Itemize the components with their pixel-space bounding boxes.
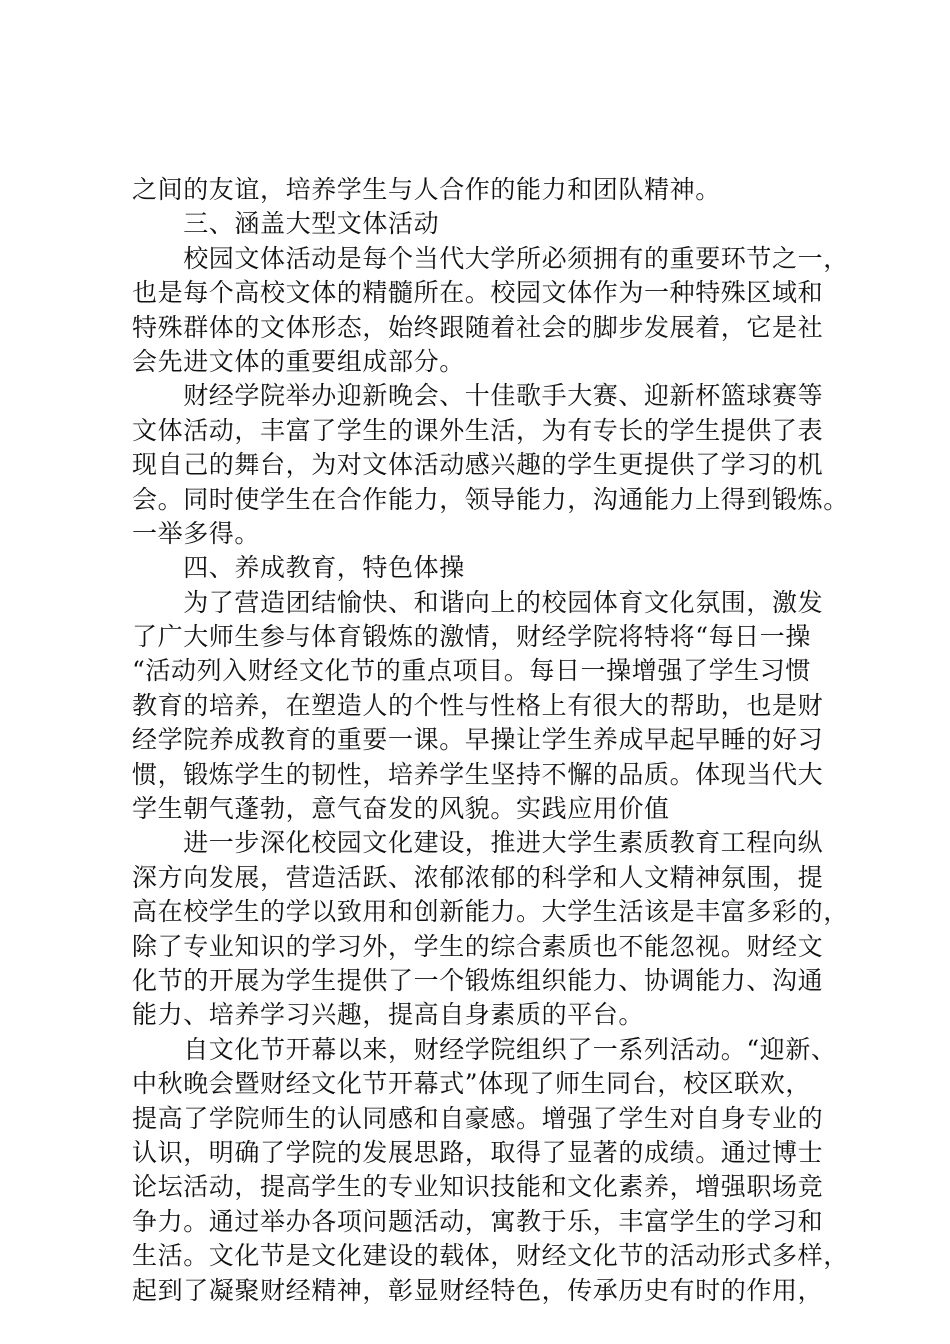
text-line: 会。同时使学生在合作能力，领导能力，沟通能力上得到锻炼。 xyxy=(132,484,849,514)
text-line: 文体活动，丰富了学生的课外生活，为有专长的学生提供了表 xyxy=(132,415,824,445)
text-line: 认识，明确了学院的发展思路，取得了显著的成绩。通过博士 xyxy=(132,1137,824,1167)
text-line: 为了营造团结愉快、和谐向上的校园体育文化氛围，激发 xyxy=(132,587,824,617)
document-body xyxy=(132,173,852,1308)
text-line: 学生朝气蓬勃，意气奋发的风貌。实践应用价值 xyxy=(132,794,670,824)
text-line: 财经学院举办迎新晚会、十佳歌手大赛、迎新杯篮球赛等 xyxy=(132,381,824,411)
text-line: 论坛活动，提高学生的专业知识技能和文化素养，增强职场竞 xyxy=(132,1172,824,1202)
text-line: 教育的培养，在塑造人的个性与性格上有很大的帮助，也是财 xyxy=(132,690,824,720)
text-line: 现自己的舞台，为对文体活动感兴趣的学生更提供了学习的机 xyxy=(132,450,824,480)
text-line: 进一步深化校园文化建设，推进大学生素质教育工程向纵 xyxy=(132,828,824,858)
text-line: 会先进文体的重要组成部分。 xyxy=(132,346,465,376)
text-line: 特殊群体的文体形态，始终跟随着社会的脚步发展着，它是社 xyxy=(132,312,824,342)
text-line: 之间的友谊，培养学生与人合作的能力和团队精神。 xyxy=(132,175,721,204)
text-line: 高在校学生的学以致用和创新能力。大学生活该是丰富多彩的， xyxy=(132,897,849,927)
text-line: 深方向发展，营造活跃、浓郁浓郁的科学和人文精神氛围，提 xyxy=(132,862,824,892)
text-line: 了广大师生参与体育锻炼的激情，财经学院将特将“每日一操 xyxy=(132,622,811,652)
text-line: 争力。通过举办各项问题活动，寓教于乐，丰富学生的学习和 xyxy=(132,1206,824,1236)
text-line: 惯，锻炼学生的韧性，培养学生坚持不懈的品质。体现当代大 xyxy=(132,759,824,789)
text-line: 化节的开展为学生提供了一个锻炼组织能力、协调能力、沟通 xyxy=(132,965,824,995)
text-line: 提高了学院师生的认同感和自豪感。增强了学生对自身专业的 xyxy=(132,1103,824,1133)
text-line: 自文化节开幕以来，财经学院组织了一系列活动。“迎新、 xyxy=(132,1034,837,1064)
text-line: 经学院养成教育的重要一课。早操让学生养成早起早睡的好习 xyxy=(132,725,824,755)
text-line: 校园文体活动是每个当代大学所必须拥有的重要环节之一， xyxy=(132,243,849,273)
text-line: 除了专业知识的学习外，学生的综合素质也不能忽视。财经文 xyxy=(132,931,824,961)
text-line: 中秋晚会暨财经文化节开幕式”体现了师生同台，校区联欢， xyxy=(132,1069,811,1099)
text-line: 能力、培养学习兴趣，提高自身素质的平台。 xyxy=(132,1000,645,1030)
text-line: “活动列入财经文化节的重点项目。每日一操增强了学生习惯 xyxy=(132,656,811,686)
section-heading: 四、养成教育，特色体操 xyxy=(132,553,465,583)
section-heading: 三、涵盖大型文体活动 xyxy=(132,209,440,239)
text-line: 一举多得。 xyxy=(132,518,261,548)
text-line: 也是每个高校文体的精髓所在。校园文体作为一种特殊区域和 xyxy=(132,278,824,308)
text-line: 起到了凝聚财经精神，彰显财经特色，传承历史有时的作用， xyxy=(132,1275,824,1305)
text-line: 生活。文化节是文化建设的载体，财经文化节的活动形式多样， xyxy=(132,1241,849,1271)
